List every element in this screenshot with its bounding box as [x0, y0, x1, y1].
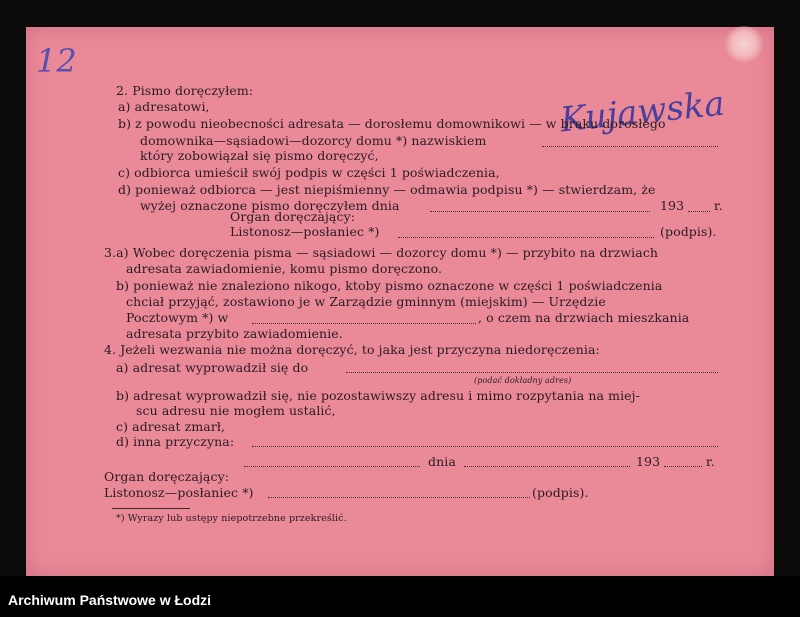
footnote: *) Wyrazy lub ustępy niepotrzebne przekreślić.: [116, 513, 347, 524]
section2-listonosz: Listonosz—posłaniec *): [230, 224, 380, 239]
closing-dnia: dnia: [428, 454, 456, 469]
section2-title: 2. Pismo doręczyłem:: [116, 83, 254, 98]
section3-a-line1: 3.a) Wobec doręczenia pisma — sąsiadowi — dozorcy domu *) — przybito na drzwiach: [104, 245, 659, 260]
archive-label: Archiwum Państwowe w Łodzi: [8, 592, 212, 608]
section3-b-line3a: Pocztowym *) w: [126, 310, 229, 325]
section2-a: a) adresatowi,: [118, 99, 210, 114]
section4-c: c) adresat zmarł,: [116, 419, 226, 434]
section2-d-line1: d) ponieważ odbiorca — jest niepiśmienny — odmawia podpisu *) — stwierdzam, że: [118, 182, 656, 197]
section3-b-line3b: , o czem na drzwiach mieszkania: [478, 310, 690, 325]
section4-a: a) adresat wyprowadził się do: [116, 360, 309, 375]
section2-b-line1: b) z powodu nieobecności adresata — dorosłemu domownikowi — w braku dorosłego: [118, 116, 666, 131]
section2-b-line3: który zobowiązał się pismo doręczyć,: [140, 148, 379, 163]
name-field-line: [542, 146, 718, 147]
section2-podpis: (podpis).: [660, 224, 717, 239]
section4-d: d) inna przyczyna:: [116, 434, 235, 449]
handwritten-page-number: 12: [36, 42, 77, 80]
signature-field-line: [398, 237, 654, 238]
closing-year: 193: [636, 454, 661, 469]
section4-b-line2: scu adresu nie mogłem ustalić,: [136, 403, 336, 418]
section2-r: r.: [714, 198, 723, 213]
section3-b-line2: chciał przyjąć, zostawiono je w Zarządzie gminnym (miejskim) — Urzędzie: [126, 294, 606, 309]
section4-title: 4. Jeżeli wezwania nie można doręczyć, to jaka jest przyczyna niedoręczenia:: [104, 342, 600, 357]
closing-organ: Organ doręczający:: [104, 469, 230, 484]
closing-year-field-line: [664, 466, 702, 467]
section2-d-line2: wyżej oznaczone pismo doręczyłem dnia: [140, 198, 400, 213]
section2-b-line2: domownika—sąsiadowi—dozorcy domu *) nazwiskiem: [140, 133, 487, 148]
closing-date-field-line: [464, 466, 630, 467]
post-office-field-line: [252, 323, 476, 324]
section4-a-hint: (podać dokładny adres): [474, 376, 572, 385]
closing-r: r.: [706, 454, 715, 469]
section3-b-line1: b) ponieważ nie znaleziono nikogo, ktoby pismo oznaczone w części 1 poświadczenia: [116, 278, 663, 293]
closing-listonosz: Listonosz—posłaniec *): [104, 485, 254, 500]
new-address-field-line: [346, 372, 718, 373]
closing-signature-field-line: [268, 497, 530, 498]
section3-a-line2: adresata zawiadomienie, komu pismo doręczono.: [126, 261, 443, 276]
year-field-line: [688, 211, 710, 212]
date-field-line: [430, 211, 650, 212]
other-reason-field-line: [252, 446, 718, 447]
closing-place-field-line: [244, 466, 420, 467]
closing-podpis: (podpis).: [532, 485, 589, 500]
section2-organ: Organ doręczający:: [230, 209, 356, 224]
paper-stain: [724, 26, 764, 62]
handwritten-signature: Kujawska: [558, 83, 727, 141]
section3-b-line4: adresata przybito zawiadomienie.: [126, 326, 343, 341]
section2-year: 193: [660, 198, 685, 213]
footnote-rule: [112, 508, 190, 509]
section2-c: c) odbiorca umieścił swój podpis w części 1 poświadczenia,: [118, 165, 500, 180]
section4-b-line1: b) adresat wyprowadził się, nie pozostawiwszy adresu i mimo rozpytania na miej-: [116, 388, 640, 403]
